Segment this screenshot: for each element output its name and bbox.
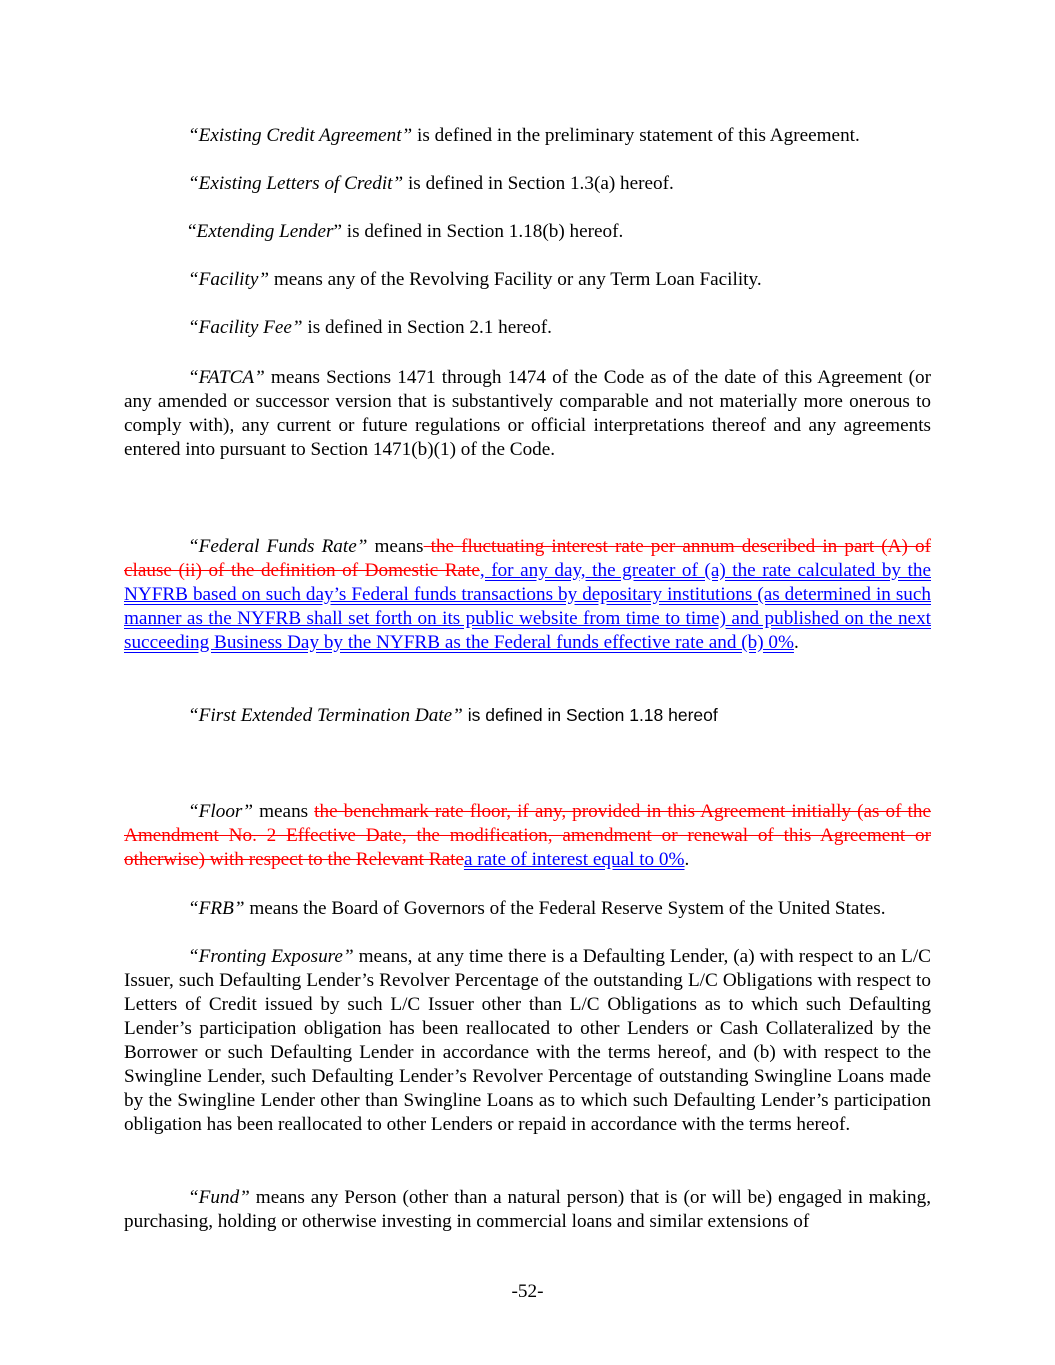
definition-text: means — [253, 801, 315, 822]
definition-end: . — [793, 632, 799, 653]
defined-term: “Existing Letters of Credit” — [188, 173, 404, 194]
definition-text: is defined in the preliminary statement of this Agreement. — [412, 125, 860, 146]
open-quote: “ — [188, 221, 197, 242]
defined-term: “First Extended Termination Date” — [188, 705, 463, 726]
deleted-text: the benchmark rate floor, if any, provided in this Agreement initially (as of the Amendment No. 2 Effective Date, the modification, amendment or renewal of this Agreement or otherwise) with respect to the Relevant Rate — [124, 801, 931, 870]
definition-federal-funds-rate — [124, 535, 931, 655]
definition-text: is defined in Section 1.3(a) hereof. — [403, 173, 674, 194]
definition-text: means — [367, 536, 424, 557]
definition-text: means, at any time there is a Defaulting Lender, (a) with respect to an L/C Issuer, such Defaulting Lender’s Revolver Percentage of the outstanding L/C Obligations with respect to Letters of Credit issued by such L/C Issuer other than L/C Obligations as to which such Defaulting Lender’s participation obligation has been reallocated to other Lenders or Cash Collateralized by the Borrower or such Defaulting Lender in accordance with the terms hereof, and (b) with respect to the Swingline Lender, such Defaulting Lender’s Revolver Percentage of outstanding Swingline Loans made by the Swingline Lender other than Swingline Loans as to which such Defaulting Lender’s participation obligation has been reallocated to other Lenders or repaid in accordance with the terms hereof. — [124, 946, 931, 1135]
definition-fund — [124, 1186, 931, 1234]
definition-frb — [124, 897, 931, 921]
definition-extending-lender — [124, 220, 931, 244]
definition-facility — [124, 268, 931, 292]
definition-text: means any Person (other than a natural person) that is (or will be) engaged in making, purchasing, holding or otherwise investing in commercial loans and similar extensions of — [124, 1187, 931, 1232]
definition-existing-credit-agreement — [124, 124, 931, 148]
definition-facility-fee — [124, 316, 931, 340]
deleted-text: the fluctuating interest rate per annum described in part (A) of clause (ii) of the definition of Domestic Rate — [124, 536, 931, 581]
definition-existing-letters-of-credit — [124, 172, 931, 196]
definition-fatca — [124, 366, 931, 462]
defined-term: “Facility Fee” — [188, 317, 303, 338]
defined-term: Extending Lender — [196, 221, 334, 242]
definition-floor — [124, 800, 931, 872]
definition-text: means any of the Revolving Facility or any Term Loan Facility. — [269, 269, 762, 290]
definition-text: ” is defined in Section 1.18(b) hereof. — [333, 221, 624, 242]
defined-term: “Fund” — [188, 1187, 250, 1208]
definition-text: means the Board of Governors of the Federal Reserve System of the United States. — [244, 898, 886, 919]
definition-text: is defined in Section 1.18 hereof — [462, 705, 718, 725]
page-number: -52- — [511, 1281, 544, 1302]
defined-term: “Facility” — [188, 269, 270, 290]
defined-term: “Federal Funds Rate” — [188, 536, 368, 557]
defined-term: “Floor” — [188, 801, 254, 822]
defined-term: “FRB” — [188, 898, 245, 919]
definition-fronting-exposure — [124, 945, 931, 1137]
defined-term: “Existing Credit Agreement” — [188, 125, 413, 146]
definition-text: is defined in Section 2.1 hereof. — [302, 317, 552, 338]
definition-text: means Sections 1471 through 1474 of the Code as of the date of this Agreement (or any amended or successor version that is substantively comparable and not materially more onerous to comply with), any current or future regulations or official interpretations thereof and any agreements entered into pursuant to Section 1471(b)(1) of the Code. — [124, 367, 931, 460]
inserted-text: , for any day, the greater of (a) the rate calculated by the NYFRB based on such day’s Federal funds transactions by depositary institutions (as determined in such manner as the NYFRB shall set forth on its public website from time to time) and published on the next succeeding Business Day by the NYFRB as the Federal funds effective rate and (b) 0% — [124, 560, 931, 653]
definition-end: . — [684, 849, 690, 870]
defined-term: “Fronting Exposure” — [188, 946, 354, 967]
inserted-text: a rate of interest equal to 0% — [463, 849, 685, 870]
definition-first-extended-termination-date — [124, 703, 931, 728]
defined-term: “FATCA” — [188, 367, 265, 388]
